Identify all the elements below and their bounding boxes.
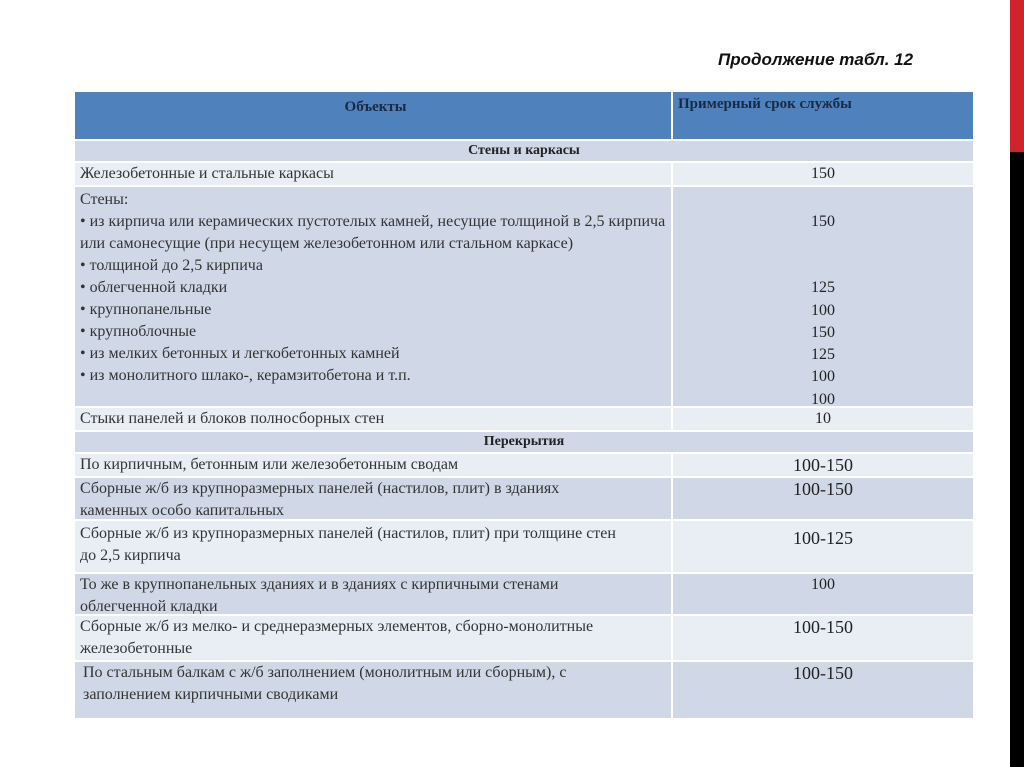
table-row-walls [75, 187, 973, 406]
walls-life: 150 [811, 323, 835, 341]
walls-item: • крупноблочные [80, 323, 197, 340]
table-caption: Продолжение табл. 12 [718, 50, 914, 69]
row-life: 150 [673, 163, 973, 185]
walls-item: • толщиной до 2,5 кирпича [80, 257, 263, 274]
row-life: 100-150 [673, 478, 973, 519]
walls-life: 125 [811, 279, 835, 297]
walls-life: 100 [811, 390, 835, 408]
header-objects: Объекты [75, 92, 671, 139]
row-object: Сборные ж/б из крупноразмерных панелей (настилов, плит) в зданиях каменных особо капитальных [75, 478, 671, 519]
table-row [75, 478, 973, 519]
service-life-table [75, 92, 973, 720]
table-row [75, 408, 973, 430]
row-life: 100-150 [673, 662, 973, 718]
accent-bar-black [1010, 152, 1024, 767]
table-row [75, 454, 973, 476]
header-service-life: Примерный срок службы [673, 92, 973, 139]
walls-item: • из монолитного шлако-, керамзитобетона и т.п. [80, 367, 411, 384]
walls-item: • из мелких бетонных и легкобетонных камней [80, 345, 400, 362]
walls-life: 125 [811, 346, 835, 364]
row-object: То же в крупнопанельных зданиях и в зданиях с кирпичными стенами облегченной кладки [75, 574, 671, 614]
walls-item: • из кирпича или керамических пустотелых камней, несущие толщиной в 2,5 кирпича или самонесущие (при несущем железобетонном или стальном каркасе) [80, 213, 666, 252]
table-row [75, 163, 973, 185]
row-object: Стыки панелей и блоков полносборных стен [75, 408, 671, 430]
table-row [75, 521, 973, 572]
walls-item: • облегченной кладки [80, 279, 228, 296]
row-object: Железобетонные и стальные каркасы [75, 163, 671, 185]
row-object: Сборные ж/б из мелко- и среднеразмерных элементов, сборно-монолитные железобетонные [75, 616, 671, 660]
row-life: 100-150 [673, 616, 973, 660]
row-object: По стальным балкам с ж/б заполнением (монолитным или сборным), с заполнением кирпичными сводиками [75, 662, 671, 718]
row-object: По кирпичным, бетонным или железобетонным сводам [75, 454, 671, 476]
table-header-row [75, 92, 973, 139]
row-life: 100-125 [673, 521, 973, 572]
walls-item: • крупнопанельные [80, 301, 212, 318]
section-walls-frames: Стены и каркасы [75, 141, 973, 161]
row-life: 10 [673, 408, 973, 430]
row-object: Сборные ж/б из крупноразмерных панелей (настилов, плит) при толщине стен до 2,5 кирпича [75, 521, 671, 572]
walls-title: Стены: [80, 191, 129, 208]
section-floors: Перекрытия [75, 432, 973, 452]
accent-bar-red [1010, 0, 1024, 152]
row-life: 100 [673, 574, 973, 614]
walls-life: 100 [811, 301, 835, 319]
table-row [75, 574, 973, 614]
row-life: 100-150 [673, 454, 973, 476]
walls-life: 150 [811, 213, 835, 230]
table-row [75, 662, 973, 718]
table-row [75, 616, 973, 660]
walls-life: 100 [811, 368, 835, 386]
